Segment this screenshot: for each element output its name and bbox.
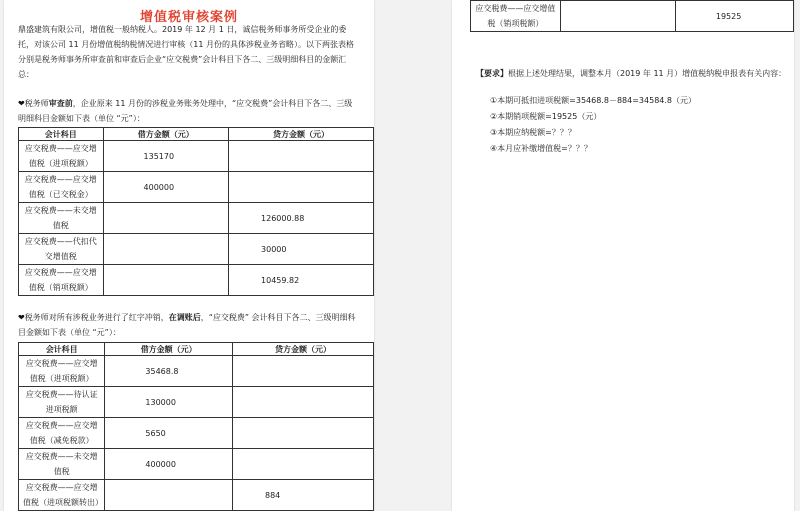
table-after-audit <box>18 342 374 511</box>
section-after-audit <box>18 310 360 340</box>
cell-subject: 应交税费——应交增值税（销项税额） <box>471 1 561 32</box>
table-row <box>19 418 374 449</box>
document-page-left <box>4 0 374 511</box>
cell-subject: 应交税费——应交增值税（进项税额） <box>19 356 105 387</box>
cell-credit: 884 <box>232 480 373 511</box>
header-subject: 会计科目 <box>19 128 104 141</box>
section-after-text-a: 税务师对所有涉税业务进行了红字冲销， <box>24 313 169 322</box>
cell-debit: 135170 <box>103 141 229 172</box>
table-row <box>19 449 374 480</box>
page-title: 增值税审核案例 <box>139 10 238 25</box>
cell-credit: 10459.82 <box>229 265 374 296</box>
table-row <box>19 265 374 296</box>
cell-credit <box>232 449 373 480</box>
requirement-item: ③本期应纳税额=？？？ <box>490 128 576 137</box>
section-before-prefix: 税务师 <box>24 99 49 108</box>
header-subject: 会计科目 <box>19 343 105 356</box>
cell-debit <box>103 265 229 296</box>
table-header-row <box>19 343 374 356</box>
cell-debit: 400000 <box>105 449 233 480</box>
table-row <box>471 1 794 32</box>
section-before-text: ，企业原来 11 月份的涉税业务账务处理中，“应交税费”会计科目下各二、三级明细科目金额如下表（单位 “元”）： <box>18 99 353 123</box>
cell-credit: 19525 <box>675 1 793 32</box>
requirement-text: 根据上述处理结果，调整本月（2019 年 11 月）增值税纳税申报表有关内容： <box>508 69 787 78</box>
table-row <box>19 387 374 418</box>
cell-subject: 应交税费——代扣代交增值税 <box>19 234 104 265</box>
table-header-row <box>19 128 374 141</box>
cell-debit <box>105 480 233 511</box>
section-after-bold: 在调账后 <box>168 313 201 322</box>
requirement-paragraph <box>476 66 788 81</box>
section-before-bold: 审查前 <box>48 99 73 108</box>
table-row <box>19 480 374 511</box>
requirement-label: 【要求】 <box>476 69 508 78</box>
requirement-item: ②本期销项税额=19525（元） <box>490 112 602 121</box>
cell-subject: 应交税费——未交增值税 <box>19 203 104 234</box>
heart-bullet-icon: ❤ <box>18 99 25 108</box>
heart-bullet-icon: ❤ <box>18 313 25 322</box>
cell-debit: 130000 <box>105 387 233 418</box>
requirement-item: ④本月应补缴增值税=？？？ <box>490 144 592 153</box>
cell-subject: 应交税费——待认证进项税额 <box>19 387 105 418</box>
header-credit: 贷方金额（元） <box>229 128 374 141</box>
table-row <box>19 356 374 387</box>
cell-subject: 应交税费——应交增值税（销项税额） <box>19 265 104 296</box>
header-debit: 借方金额（元） <box>105 343 233 356</box>
cell-subject: 应交税费——未交增值税 <box>19 449 105 480</box>
cell-subject: 应交税费——应交增值税（进项税额） <box>19 141 104 172</box>
cell-credit <box>232 418 373 449</box>
cell-debit: 400000 <box>103 172 229 203</box>
header-debit: 借方金额（元） <box>103 128 229 141</box>
table-row <box>19 234 374 265</box>
cell-debit: 5650 <box>105 418 233 449</box>
cell-subject: 应交税费——应交增值税（已交税金） <box>19 172 104 203</box>
cell-credit <box>232 356 373 387</box>
document-page-right <box>452 0 794 511</box>
cell-debit: 35468.8 <box>105 356 233 387</box>
section-after-text-b: ，“应交税费” 会计科目下各二、三级明细科目金额如下表（单位 “元”）： <box>18 313 356 337</box>
table-row <box>19 172 374 203</box>
cell-subject: 应交税费——应交增值税（进项税额转出） <box>19 480 105 511</box>
cell-credit <box>232 387 373 418</box>
cell-credit <box>229 141 374 172</box>
cell-debit <box>103 203 229 234</box>
table-before-audit <box>18 127 374 296</box>
cell-debit <box>560 1 675 32</box>
table-row <box>19 141 374 172</box>
requirement-item: ①本期可抵扣进项税额=35468.8－884=34584.8（元） <box>490 96 697 105</box>
cell-subject: 应交税费——应交增值税（减免税款） <box>19 418 105 449</box>
header-credit: 贷方金额（元） <box>232 343 373 356</box>
cell-credit: 30000 <box>229 234 374 265</box>
table-continuation <box>470 0 794 32</box>
section-before-audit <box>18 96 360 126</box>
cell-debit <box>103 234 229 265</box>
table-row <box>19 203 374 234</box>
intro-paragraph: 鼎盛建筑有限公司，增值税一般纳税人。2019 年 12 月 1 日，诚信税务师事务所受企业的委托，对该公司 11 月份增值税纳税情况进行审核（11 月份的具体涉税业务省略）。以下两张表格分别是税务师事务所审查前和审查后企业“应交税费”会计科目下各二、三级明细科目的金额汇总： <box>18 25 354 79</box>
cell-credit <box>229 172 374 203</box>
cell-credit: 126000.88 <box>229 203 374 234</box>
